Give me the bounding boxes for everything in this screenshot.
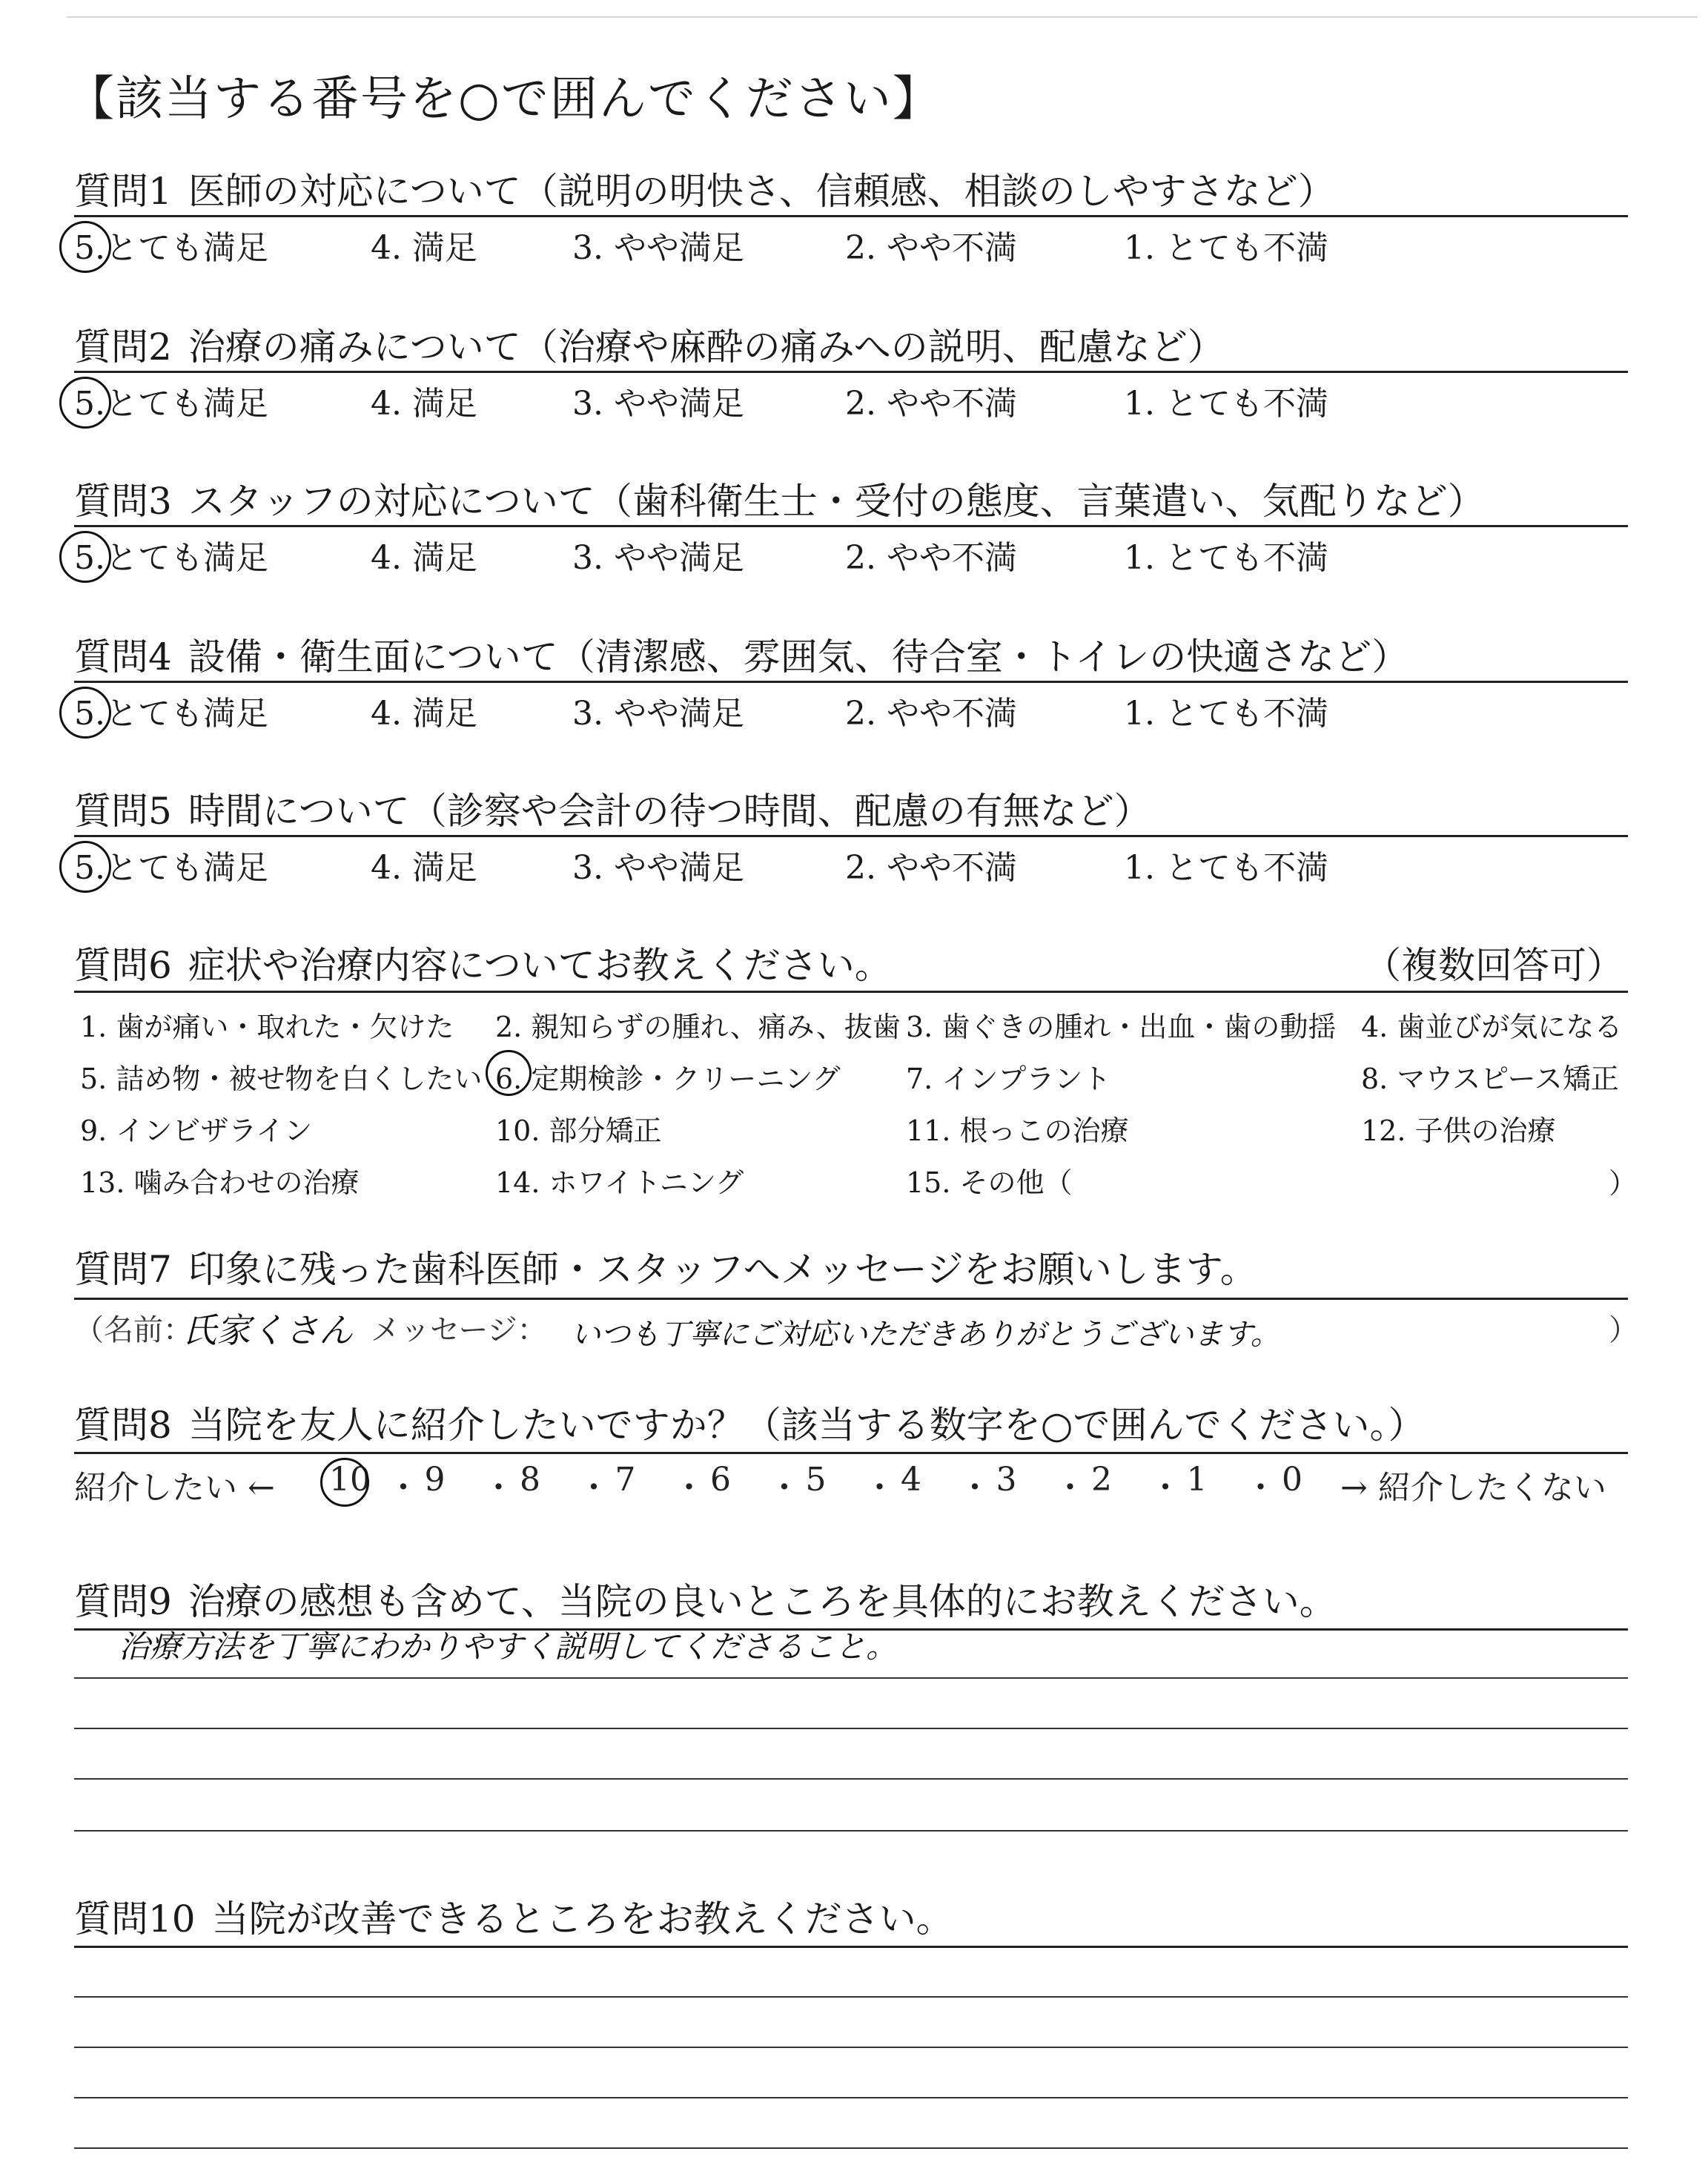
q7-message-value[interactable]: いつも丁寧にご対応いただきありがとうございます。 (571, 1318, 1280, 1352)
q1-choice-2[interactable]: 2. やや不満 (845, 229, 1017, 267)
q8-separator: ・ (768, 1469, 801, 1507)
q7-text: 印象に残った歯科医師・スタッフへメッセージをお願いします。 (188, 1248, 1257, 1291)
q8-title (74, 1396, 1425, 1449)
q2-title (74, 317, 1225, 371)
q8-scale-4[interactable]: 4 (901, 1461, 921, 1499)
q7-message-row (74, 1307, 1638, 1358)
q6-option-14[interactable]: 14. ホワイトニング (495, 1166, 744, 1199)
q8-answer-circle (320, 1458, 369, 1507)
q1-choice-1[interactable]: 1. とても不満 (1124, 229, 1328, 267)
q1-number: 質問1 (74, 170, 172, 213)
q6-option-2[interactable]: 2. 親知らずの腫れ、痛み、抜歯 (495, 1011, 901, 1043)
q2-choice-5[interactable]: 5.とても満足 (74, 385, 268, 423)
q6-option-5[interactable]: 5. 詰め物・被せ物を白くしたい (80, 1063, 483, 1095)
q4-choice-1[interactable]: 1. とても不満 (1124, 695, 1328, 733)
q6-option-11[interactable]: 11. 根っこの治療 (906, 1114, 1129, 1147)
q3-choice-5[interactable]: 5.とても満足 (74, 539, 268, 577)
q2-text: 治療の痛みについて（治療や麻酔の痛みへの説明、配慮など） (188, 326, 1225, 369)
q10-write-line (74, 2047, 1628, 2048)
q6-option-1[interactable]: 1. 歯が痛い・取れた・欠けた (80, 1011, 454, 1043)
q6-option-3[interactable]: 3. 歯ぐきの腫れ・出血・歯の動揺 (906, 1011, 1337, 1043)
q6-title (74, 936, 1623, 989)
q8-number: 質問8 (74, 1404, 172, 1447)
q9-write-line (74, 1728, 1628, 1729)
q4-answer-circle (59, 687, 111, 739)
q8-separator: ・ (1053, 1469, 1087, 1507)
q9-write-line (74, 1778, 1628, 1780)
q10-write-line (74, 1996, 1628, 1998)
q7-message-label: メッセージ： (371, 1313, 547, 1347)
q3-answer-circle (59, 531, 111, 583)
q6-option-13[interactable]: 13. 噛み合わせの治療 (80, 1166, 360, 1199)
form-header: 【該当する番号を○で囲んでください】 (67, 72, 941, 127)
q10-write-line (74, 2097, 1628, 2098)
q1-choice-4[interactable]: 4. 満足 (371, 229, 477, 267)
q5-choice-4[interactable]: 4. 満足 (371, 849, 477, 887)
q9-write-line (74, 1830, 1628, 1832)
q3-choice-3[interactable]: 3. やや満足 (572, 539, 744, 577)
q6-answer-circle (486, 1050, 532, 1096)
q2-number: 質問2 (74, 326, 172, 369)
q8-scale-7[interactable]: 7 (615, 1461, 636, 1499)
q3-choice-2[interactable]: 2. やや不満 (845, 539, 1017, 577)
q3-text: スタッフの対応について（歯科衛生士・受付の態度、言葉遣い、気配りなど） (188, 480, 1485, 523)
q5-text: 時間について（診察や会計の待つ時間、配慮の有無など） (188, 790, 1151, 833)
q7-name-label: （名前： (74, 1313, 193, 1347)
q8-scale-2[interactable]: 2 (1091, 1461, 1112, 1499)
q3-choice-4[interactable]: 4. 満足 (371, 539, 477, 577)
q10-rule (74, 1946, 1628, 1948)
q2-answer-circle (59, 377, 111, 429)
q1-answer-circle (59, 221, 111, 273)
q8-left-label: 紹介したい ← (74, 1469, 275, 1507)
q5-title (74, 782, 1151, 835)
q3-title (74, 472, 1485, 525)
q1-text: 医師の対応について（説明の明快さ、信頼感、相談のしやすさなど） (188, 170, 1335, 213)
q1-choice-5[interactable]: 5.とても満足 (74, 229, 268, 267)
q3-rule (74, 525, 1628, 527)
q4-choice-5[interactable]: 5.とても満足 (74, 695, 268, 733)
q10-number: 質問10 (74, 1898, 196, 1941)
q10-write-line (74, 2147, 1628, 2149)
q6-note: （複数回答可） (1364, 944, 1623, 987)
q9-number: 質問9 (74, 1580, 172, 1623)
q9-answer[interactable]: 治療方法を丁寧にわかりやすく説明してくださること。 (119, 1628, 898, 1665)
q10-title (74, 1889, 953, 1943)
q8-right-label: → 紹介したくない (1340, 1469, 1606, 1507)
q8-separator: ・ (959, 1469, 991, 1507)
q5-number: 質問5 (74, 790, 172, 833)
q1-title (74, 162, 1335, 215)
q5-answer-circle (59, 841, 111, 893)
q6-rule (74, 991, 1628, 993)
q2-choice-3[interactable]: 3. やや満足 (572, 385, 744, 423)
q6-text: 症状や治療内容についてお教えください。 (188, 944, 892, 987)
q7-rule (74, 1298, 1628, 1300)
q8-scale-0[interactable]: 0 (1282, 1461, 1302, 1499)
q8-separator: ・ (672, 1469, 706, 1507)
q8-scale-8[interactable]: 8 (520, 1461, 540, 1499)
q4-text: 設備・衛生面について（清潔感、雰囲気、待合室・トイレの快適さなど） (188, 635, 1409, 678)
q6-option-6[interactable]: 6. 定期検診・クリーニング (495, 1063, 841, 1095)
q4-choice-4[interactable]: 4. 満足 (371, 695, 477, 733)
q8-separator: ・ (577, 1469, 610, 1507)
q7-title (74, 1240, 1257, 1293)
q8-separator: ・ (863, 1469, 896, 1507)
q2-choice-4[interactable]: 4. 満足 (371, 385, 477, 423)
q1-choice-3[interactable]: 3. やや満足 (572, 229, 744, 267)
q6-option-9[interactable]: 9. インビザライン (80, 1114, 313, 1147)
q8-scale-3[interactable]: 3 (996, 1461, 1017, 1499)
q6-option-10[interactable]: 10. 部分矯正 (495, 1114, 662, 1147)
q7-close-paren: ） (1609, 1313, 1638, 1347)
q8-separator: ・ (482, 1469, 515, 1507)
top-border (67, 16, 1698, 18)
q5-rule (74, 835, 1628, 837)
q4-choice-3[interactable]: 3. やや満足 (572, 695, 744, 733)
q6-number: 質問6 (74, 944, 172, 987)
q3-number: 質問3 (74, 480, 172, 523)
q8-scale-5[interactable]: 5 (805, 1461, 827, 1499)
q10-text: 当院が改善できるところをお教えください。 (211, 1898, 953, 1941)
q6-option-12[interactable]: 12. 子供の治療 (1361, 1114, 1556, 1147)
q7-number: 質問7 (74, 1248, 172, 1291)
q5-choice-3[interactable]: 3. やや満足 (572, 849, 744, 887)
q2-choice-1[interactable]: 1. とても不満 (1124, 385, 1328, 423)
q9-title (74, 1572, 1337, 1625)
q8-scale-10[interactable]: 10 (329, 1461, 371, 1499)
q8-separator: ・ (387, 1469, 420, 1507)
q6-option-8[interactable]: 8. マウスピース矯正 (1361, 1063, 1619, 1095)
q6-other-close-paren: ） (1609, 1167, 1638, 1200)
q4-title (74, 627, 1409, 681)
q8-text: 当院を友人に紹介したいですか？（該当する数字を○で囲んでください。） (188, 1404, 1426, 1447)
q8-scale-1[interactable]: 1 (1186, 1461, 1208, 1499)
q8-separator: ・ (1149, 1469, 1182, 1507)
q8-separator: ・ (1244, 1469, 1277, 1507)
q7-name-value[interactable]: 氏家くさん (182, 1310, 353, 1350)
q9-text: 治療の感想も含めて、当院の良いところを具体的にお教えください。 (188, 1580, 1337, 1623)
q2-rule (74, 371, 1628, 373)
q8-scale-9[interactable]: 9 (424, 1461, 446, 1499)
q6-option-4[interactable]: 4. 歯並びが気になる (1361, 1011, 1623, 1043)
q8-rule (74, 1452, 1628, 1454)
q9-write-line (74, 1677, 1628, 1679)
q5-choice-1[interactable]: 1. とても不満 (1124, 849, 1328, 887)
q5-choice-2[interactable]: 2. やや不満 (845, 849, 1017, 887)
q4-rule (74, 681, 1628, 683)
q2-choice-2[interactable]: 2. やや不満 (845, 385, 1017, 423)
q6-option-7[interactable]: 7. インプラント (906, 1063, 1111, 1095)
q4-choice-2[interactable]: 2. やや不満 (845, 695, 1017, 733)
q5-choice-5[interactable]: 5.とても満足 (74, 849, 268, 887)
q6-option-15[interactable]: 15. その他（ (906, 1166, 1073, 1199)
q4-number: 質問4 (74, 635, 172, 678)
q3-choice-1[interactable]: 1. とても不満 (1124, 539, 1328, 577)
q8-scale-6[interactable]: 6 (710, 1461, 731, 1499)
q1-rule (74, 215, 1628, 217)
